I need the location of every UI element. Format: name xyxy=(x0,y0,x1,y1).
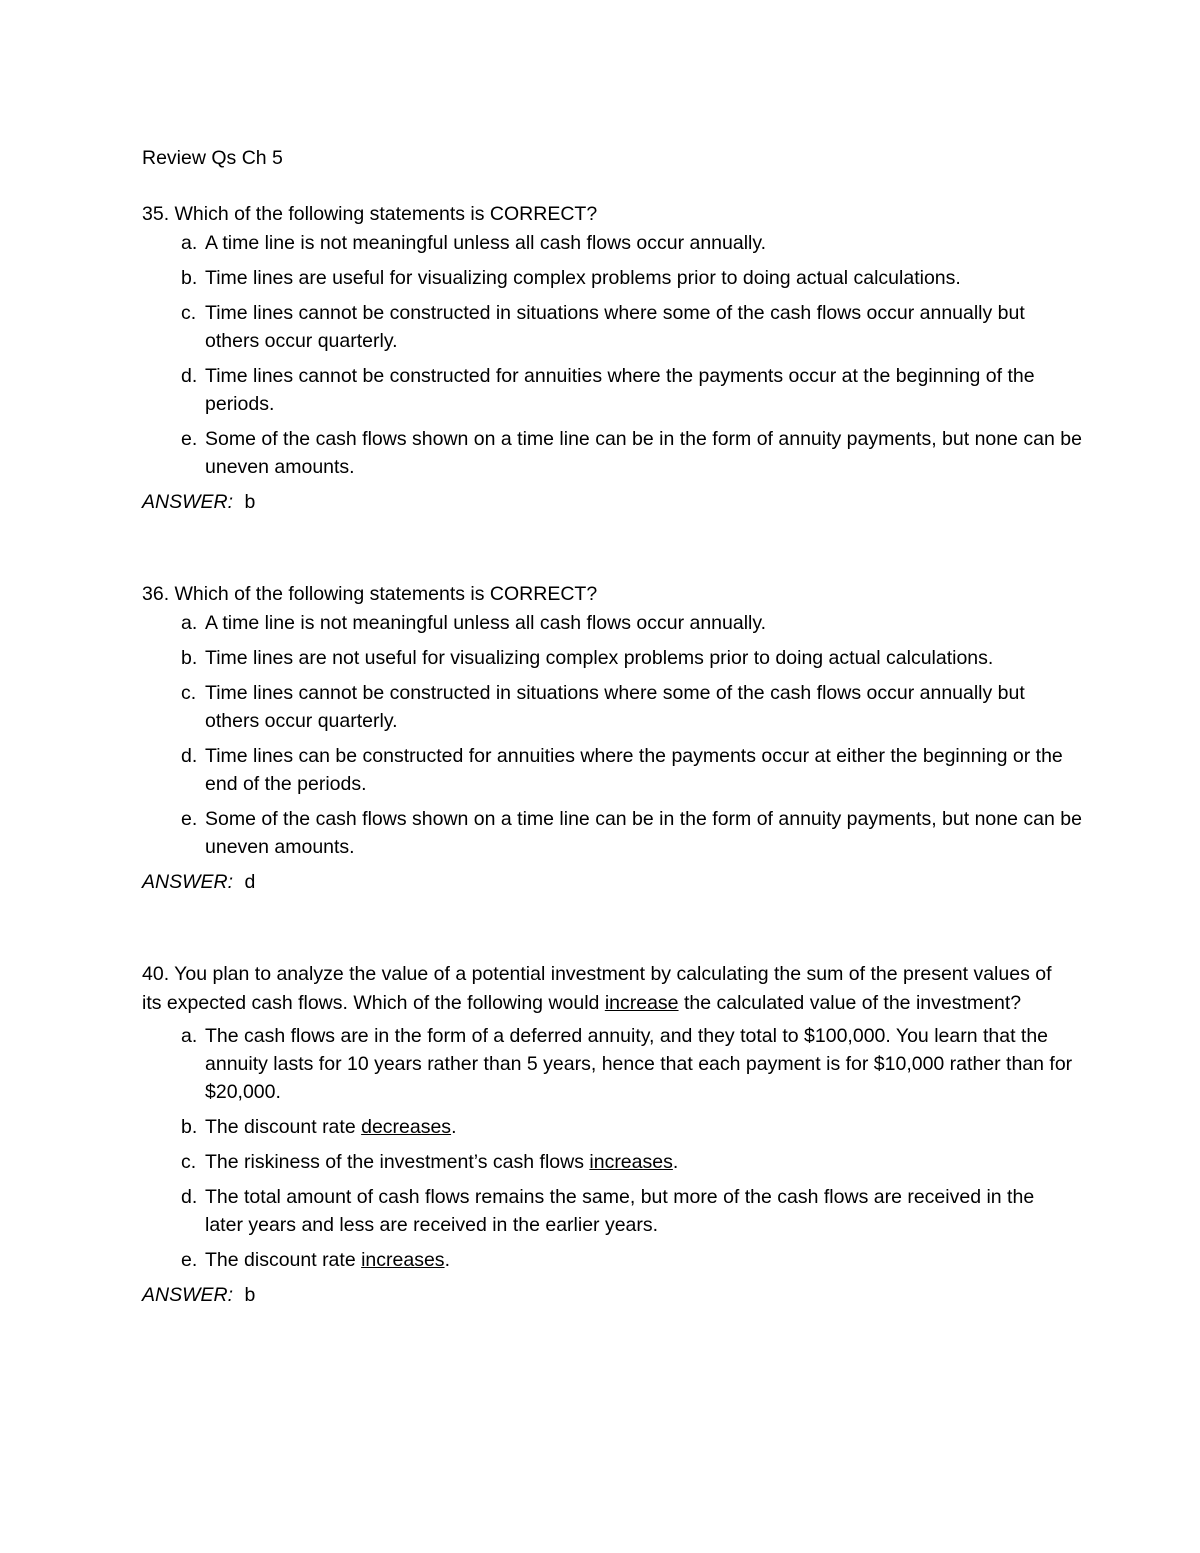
question-35 xyxy=(142,200,1082,516)
option-text: The discount rate xyxy=(205,1116,362,1138)
option-c xyxy=(142,679,1065,735)
option-d xyxy=(142,362,1045,418)
answer-label: ANSWER: xyxy=(142,1284,234,1306)
option-c xyxy=(142,299,1065,355)
option-letter: c. xyxy=(181,302,197,324)
option-e xyxy=(142,1246,1067,1274)
option-letter: b. xyxy=(181,1116,198,1138)
option-underlined-word: increases xyxy=(589,1151,673,1173)
option-a xyxy=(142,609,1072,637)
question-stem: 36. Which of the following statements is CORRECT? xyxy=(142,583,598,605)
option-a xyxy=(142,1022,1085,1106)
options-list xyxy=(142,609,1082,861)
option-text: The cash flows are in the form of a deferred annuity, and they total to $100,000. You learn that the annuity lasts for 10 years rather than 5 years, hence that each payment is for $10,000 rather than for $20,000. xyxy=(205,1025,1073,1103)
option-letter: d. xyxy=(181,1186,198,1208)
answer-label: ANSWER: xyxy=(142,491,234,513)
option-letter: a. xyxy=(181,232,198,254)
option-text: A time line is not meaningful unless all cash flows occur annually. xyxy=(205,232,767,254)
option-text: . xyxy=(444,1249,450,1271)
answer-value: d xyxy=(244,871,256,893)
option-underlined-word: decreases xyxy=(361,1116,452,1138)
option-letter: a. xyxy=(181,612,198,634)
option-b xyxy=(142,264,985,292)
option-d xyxy=(142,1183,1050,1239)
option-text: . xyxy=(451,1116,457,1138)
option-text: Some of the cash flows shown on a time line can be in the form of annuity payments, but none can be uneven amounts. xyxy=(205,808,1082,858)
stem-underlined-word: increase xyxy=(604,992,679,1014)
option-text: . xyxy=(672,1151,679,1173)
option-underlined-word: increases xyxy=(361,1249,445,1271)
answer-value: b xyxy=(244,491,256,513)
option-letter: b. xyxy=(181,647,198,669)
option-text: Time lines cannot be constructed in situations where some of the cash flows occur annually but others occur quarterly. xyxy=(205,682,1025,732)
option-e xyxy=(142,425,1090,481)
option-text: Some of the cash flows shown on a time line can be in the form of annuity payments, but none can be uneven amounts. xyxy=(205,428,1082,478)
option-a xyxy=(142,229,1072,257)
option-c xyxy=(142,1148,1067,1176)
option-text: Time lines cannot be constructed for annuities where the payments occur at the beginning of the periods. xyxy=(205,365,1035,415)
stem-text: 40. You plan to analyze the value of a potential investment by calculating the sum of the present values of its expected cash flows. Which of the following would xyxy=(142,963,1052,1014)
option-e xyxy=(142,805,1090,861)
option-d xyxy=(142,742,1075,798)
option-text: Time lines are not useful for visualizing complex problems prior to doing actual calculations. xyxy=(205,647,994,669)
option-text: Time lines can be constructed for annuities where the payments occur at either the beginning or the end of the periods. xyxy=(205,745,1063,795)
option-letter: e. xyxy=(181,1249,198,1271)
option-b xyxy=(142,1113,1067,1141)
answer-line xyxy=(142,868,1072,896)
options-list xyxy=(142,1022,1073,1274)
question-stem: 35. Which of the following statements is CORRECT? xyxy=(142,203,598,225)
options-list xyxy=(142,229,1082,481)
option-letter: c. xyxy=(181,1151,197,1173)
option-text: Time lines are useful for visualizing complex problems prior to doing actual calculations. xyxy=(205,267,961,289)
option-b xyxy=(142,644,1025,672)
option-text: The discount rate xyxy=(205,1249,362,1271)
question-40 xyxy=(142,960,1073,1309)
answer-label: ANSWER: xyxy=(142,871,234,893)
option-text: Time lines cannot be constructed in situations where some of the cash flows occur annually but others occur quarterly. xyxy=(205,302,1025,352)
answer-value: b xyxy=(244,1284,256,1306)
document-title: Review Qs Ch 5 xyxy=(142,147,283,169)
option-letter: c. xyxy=(181,682,197,704)
option-letter: e. xyxy=(181,808,198,830)
option-text: A time line is not meaningful unless all cash flows occur annually. xyxy=(205,612,767,634)
answer-line xyxy=(142,1281,1067,1309)
option-letter: b. xyxy=(181,267,198,289)
option-text: The total amount of cash flows remains the same, but more of the cash flows are received in the later years and less are received in the earlier years. xyxy=(205,1186,1035,1236)
option-letter: d. xyxy=(181,745,198,767)
option-letter: d. xyxy=(181,365,198,387)
option-text: The riskiness of the investment’s cash flows xyxy=(205,1151,590,1173)
option-letter: a. xyxy=(181,1025,198,1047)
answer-line xyxy=(142,488,1072,516)
question-36 xyxy=(142,580,1082,896)
stem-text: the calculated value of the investment? xyxy=(678,992,1022,1014)
question-stem xyxy=(142,960,1067,1018)
option-letter: e. xyxy=(181,428,198,450)
